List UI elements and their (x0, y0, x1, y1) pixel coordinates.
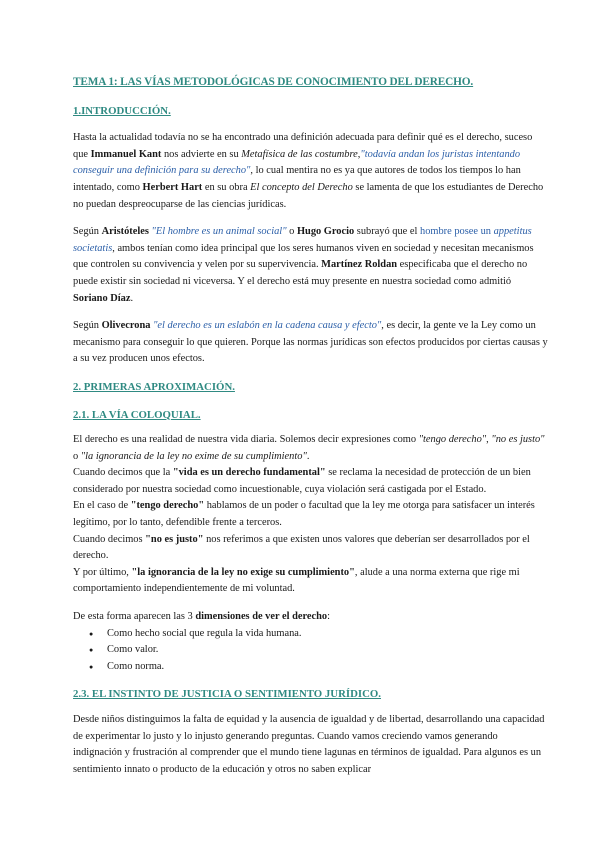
list-item: ● Como hecho social que regula la vida humana. (107, 626, 548, 643)
paragraph-tengo-derecho: En el caso de "tengo derecho" hablamos de un poder o facultad que la ley me otorga para satisfacer un interés legítimo, por lo tanto, defendible frente a terceros. (73, 500, 535, 529)
section-heading-instinto: 2.3. EL INSTINTO DE JUSTICIA O SENTIMIENTO JURÍDICO. (73, 688, 381, 701)
paragraph-olivecrona: Según Olivecrona "el derecho es un eslabón en la cadena causa y efecto", es decir, la gente ve la Ley como un mecanismo para conseguir lo que quieren. Porque las normas jurídicas son efectos producidos por ciertas causas y a su vez producen unos efectos. (73, 320, 548, 365)
list-item: ● Como valor. (107, 642, 548, 659)
paragraph-instinto: Desde niños distinguimos la falta de equidad y la ausencia de igualdad y de libertad, desarrollando una capacidad de experimentar lo justo y lo injusto generando preguntas. Cuando vamos creciendo vamos generando indignación y frustración al comprender que el mundo tiene lagunas en términos de igualdad. Para algunos es un sentimiento innato o producto de la educación y otros no saben explicar (73, 714, 545, 775)
section-heading-aproximacion: 2. PRIMERAS APROXIMACIÓN. (73, 380, 235, 393)
document-title: TEMA 1: LAS VÍAS METODOLÓGICAS DE CONOCIMIENTO DEL DERECHO. (73, 76, 474, 88)
quote-grocio: hombre posee un (420, 226, 494, 238)
book-metafisica: Metafísica de las costumbre (241, 148, 358, 160)
name-aristoteles: Aristóteles (101, 226, 149, 238)
paragraph-dimensiones: De esta forma aparecen las 3 dimensiones de ver el derecho: (73, 611, 331, 623)
quote-olivecrona: "el derecho es un eslabón en la cadena causa y efecto" (153, 320, 382, 332)
paragraph-ignorancia: Y por último, "la ignorancia de la ley no exige su cumplimiento", alude a una norma externa que rige mi comportamiento independientemente de mi voluntad. (73, 566, 520, 595)
section-heading-via-coloquial: 2.1. LA VÍA COLOQUIAL. (73, 408, 201, 421)
name-olivecrona: Olivecrona (101, 320, 151, 332)
dimensiones-bold: dimensiones de ver el derecho (195, 611, 328, 623)
paragraph-expresiones: El derecho es una realidad de nuestra vida diaria. Solemos decir expresiones como "tengo derecho", "no es justo" o "la ignorancia de la ley no exime de su cumplimiento". (73, 434, 545, 462)
paragraph-vida: Cuando decimos que la "vida es un derecho fundamental" se reclama la necesidad de protección de un bien considerado por nuestra sociedad como incuestionable, cuya violación será castigada por el Estado. (73, 467, 531, 495)
book-concepto: El concepto del Derecho (250, 181, 353, 193)
paragraph-kant: Hasta la actualidad todavía no se ha encontrado una definición adecuada para definir qué es el derecho, suceso que Immanuel Kant nos advierte en su Metafísica de las costumbre,"todavía andan los juristas intentando conseguir una definición para su derecho", lo cual mentira no es ya que autores de todos los tiempos lo han intentado, como Herbert Hart en su obra El concepto del Derecho se lamenta de que los estudiantes de Derecho no puedan despreocuparse de las ciencias jurídicas. (73, 132, 544, 210)
name-soriano: Soriano Díaz (73, 292, 131, 304)
section-heading-introduccion: 1.INTRODUCCIÓN. (73, 104, 171, 117)
quote-kant: "todavía andan los juristas intentando conseguir una definición para su derecho" (73, 148, 521, 177)
list-item: ● Como norma. (107, 659, 548, 676)
dimensions-list (73, 626, 548, 676)
name-grocio: Hugo Grocio (296, 226, 355, 238)
name-hart: Herbert Hart (142, 181, 203, 193)
name-kant: Immanuel Kant (90, 148, 162, 160)
paragraph-aristoteles: Según Aristóteles "El hombre es un animal social" o Hugo Grocio subrayó que el hombre posee un appetitus societatis, ambos tenían como idea principal que los seres humanos viven en sociedad y necesitan mecanismos que controlen su convivencia y velen por su supervivencia. Martínez Roldan especificaba que el derecho no puede existir sin sociedad ni viceversa. Y el derecho está muy presente en nuestra sociedad como admitió Soriano Díaz. (73, 226, 534, 304)
name-roldan: Martínez Roldan (321, 259, 398, 271)
paragraph-no-es-justo: Cuando decimos "no es justo" nos referimos a que existen unos valores que deberían ser desarrollados por el derecho. (73, 533, 530, 562)
quote-aristoteles: "El hombre es un animal social" (151, 226, 287, 238)
quote-appetitus: appetitus societatis (73, 226, 532, 254)
